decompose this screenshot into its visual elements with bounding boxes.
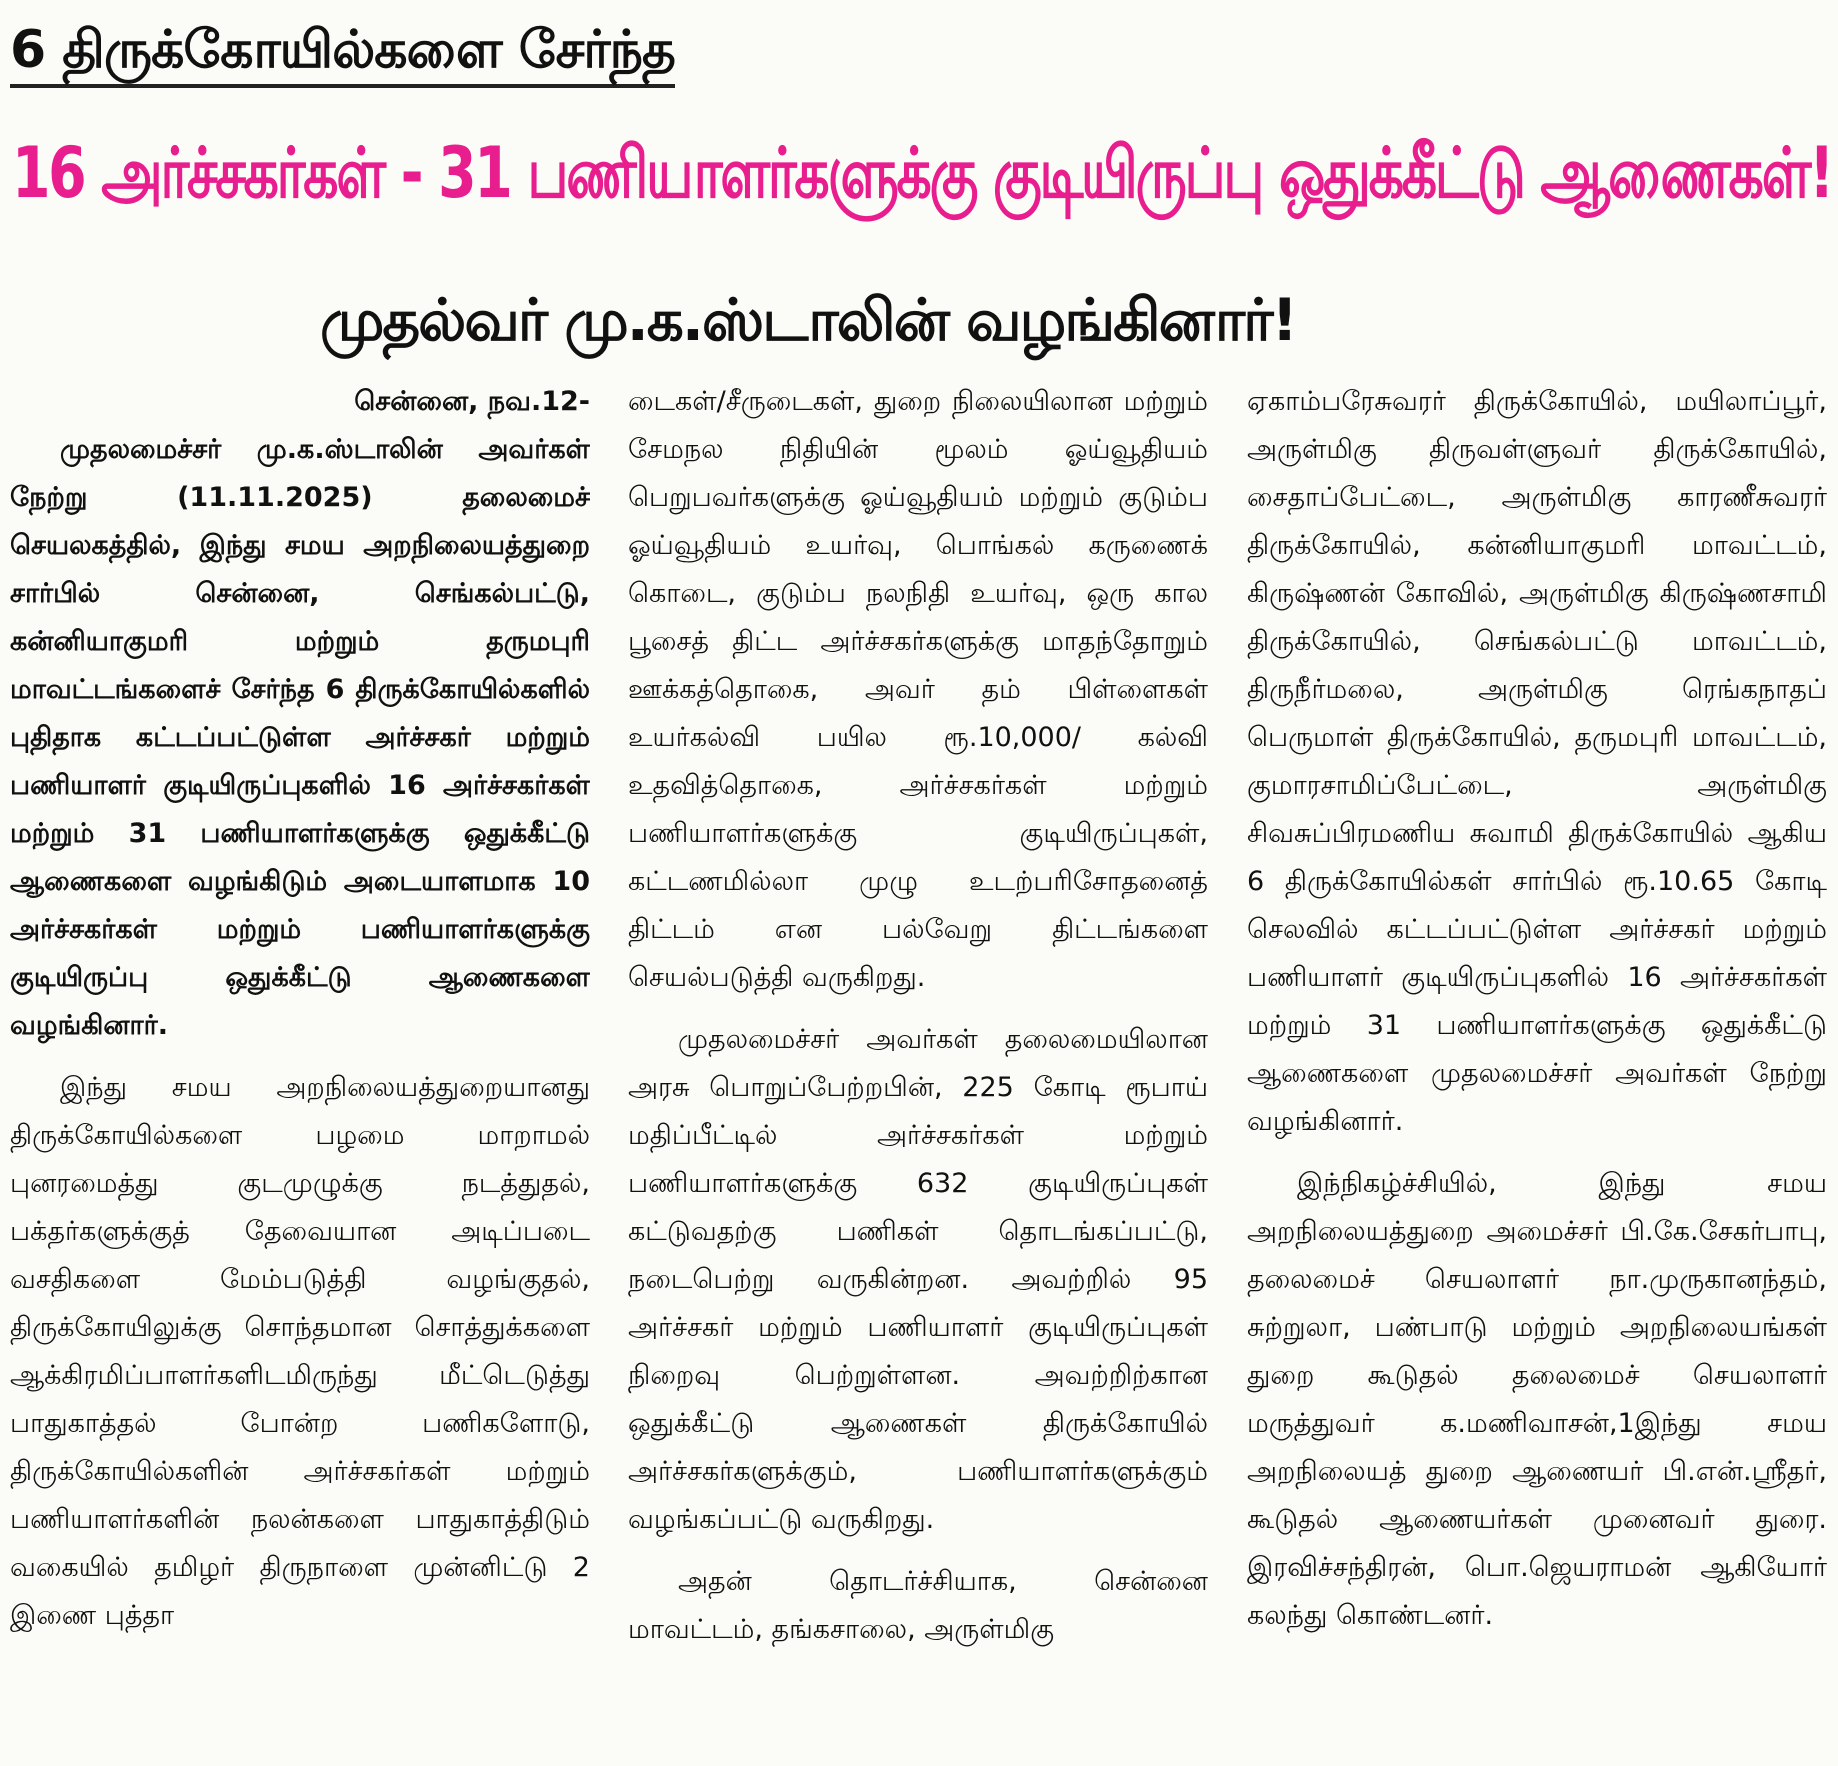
text-column-1: [10, 378, 590, 1758]
dateline: சென்னை, நவ.12-: [354, 386, 590, 417]
body-paragraph: இந்து சமய அறநிலையத்துறையானது திருக்கோயில்களை பழமை மாறாமல் புனரமைத்து குடமுழுக்கு நடத்துதல், பக்தர்களுக்குத் தேவையான அடிப்படை வசதிகளை மேம்படுத்தி வழங்குதல், திருக்கோயிலுக்கு சொந்தமான சொத்துக்களை ஆக்கிரமிப்பாளர்களிடமிருந்து மீட்டெடுத்து பாதுகாத்தல் போன்ற பணிகளோடு, திருக்கோயில்களின் அர்ச்சகர்கள் மற்றும் பணியாளர்களின் நலன்களை பாதுகாத்திடும் வகையில் தமிழர் திருநாளை முன்னிட்டு 2 இணை புத்தா: [10, 1072, 590, 1631]
body-paragraph: அதன் தொடர்ச்சியாக, சென்னை மாவட்டம், தங்கசாலை, அருள்மிகு: [628, 1566, 1208, 1645]
main-headline: 16 அர்ச்சகர்கள் - 31 பணியாளர்களுக்கு குடியிருப்பு ஒதுக்கீட்டு ஆணைகள்!: [12, 132, 1833, 214]
body-paragraph: இந்நிகழ்ச்சியில், இந்து சமய அறநிலையத்துறை அமைச்சர் பி.கே.சேகர்பாபு, தலைமைச் செயலாளர் நா.முருகானந்தம், சுற்றுலா, பண்பாடு மற்றும் அறநிலையங்கள் துறை கூடுதல் தலைமைச் செயலாளர் மருத்துவர் க.மணிவாசன்,1இந்து சமய அறநிலையத் துறை ஆணையர் பி.என்.ஸ்ரீதர், கூடுதல் ஆணையர்கள் முனைவர் துரை. இரவிச்சந்திரன், பொ.ஜெயராமன் ஆகியோர் கலந்து கொண்டனர்.: [1247, 1168, 1827, 1631]
body-paragraph: ஏகாம்பரேசுவரர் திருக்கோயில், மயிலாப்பூர், அருள்மிகு திருவள்ளுவர் திருக்கோயில், சைதாப்பேட்டை, அருள்மிகு காரணீசுவரர் திருக்கோயில், கன்னியாகுமரி மாவட்டம், கிருஷ்ணன் கோவில், அருள்மிகு கிருஷ்ணசாமி திருக்கோயில், செங்கல்பட்டு மாவட்டம், திருநீர்மலை, அருள்மிகு ரெங்கநாதப் பெருமாள் திருக்கோயில், தருமபுரி மாவட்டம், குமாரசாமிப்பேட்டை, அருள்மிகு சிவசுப்பிரமணிய சுவாமி திருக்கோயில் ஆகிய 6 திருக்கோயில்கள் சார்பில் ரூ.10.65 கோடி செலவில் கட்டப்பட்டுள்ள அர்ச்சகர் மற்றும் பணியாளர் குடியிருப்புகளில் 16 அர்ச்சகர்கள் மற்றும் 31 பணியாளர்களுக்கு ஒதுக்கீட்டு ஆணைகளை முதலமைச்சர் அவர்கள் நேற்று வழங்கினார்.: [1247, 386, 1827, 1137]
lead-paragraph: முதலமைச்சர் மு.க.ஸ்டாலின் அவர்கள் நேற்று (11.11.2025) தலைமைச் செயலகத்தில், இந்து சமய அறநிலையத்துறை சார்பில் சென்னை, செங்கல்பட்டு, கன்னியாகுமரி மற்றும் தருமபுரி மாவட்டங்களைச் சேர்ந்த 6 திருக்கோயில்களில் புதிதாக கட்டப்பட்டுள்ள அர்ச்சகர் மற்றும் பணியாளர் குடியிருப்புகளில் 16 அர்ச்சகர்கள் மற்றும் 31 பணியாளர்களுக்கு ஒதுக்கீட்டு ஆணைகளை வழங்கிடும் அடையாளமாக 10 அர்ச்சகர்கள் மற்றும் பணியாளர்களுக்கு குடியிருப்பு ஒதுக்கீட்டு ஆணைகளை வழங்கினார்.: [10, 434, 590, 1041]
text-column-3: [1247, 378, 1827, 1758]
body-paragraph: டைகள்/சீருடைகள், துறை நிலையிலான மற்றும் சேமநல நிதியின் மூலம் ஓய்வூதியம் பெறுபவர்களுக்கு ஓய்வூதியம் மற்றும் குடும்ப ஓய்வூதியம் உயர்வு, பொங்கல் கருணைக் கொடை, குடும்ப நலநிதி உயர்வு, ஒரு கால பூசைத் திட்ட அர்ச்சகர்களுக்கு மாதந்தோறும் ஊக்கத்தொகை, அவர் தம் பிள்ளைகள் உயர்கல்வி பயில ரூ.10,000/ கல்வி உதவித்தொகை, அர்ச்சகர்கள் மற்றும் பணியாளர்களுக்கு குடியிருப்புகள், கட்டணமில்லா முழு உடற்பரிசோதனைத் திட்டம் என பல்வேறு திட்டங்களை செயல்படுத்தி வருகிறது.: [628, 386, 1208, 993]
sub-headline: முதல்வர் மு.க.ஸ்டாலின் வழங்கினார்!: [320, 286, 1296, 354]
kicker-heading: 6 திருக்கோயில்களை சேர்ந்த: [10, 18, 675, 88]
text-column-2: [628, 378, 1208, 1758]
body-paragraph: முதலமைச்சர் அவர்கள் தலைமையிலான அரசு பொறுப்பேற்றபின், 225 கோடி ரூபாய் மதிப்பீட்டில் அர்ச்சகர்கள் மற்றும் பணியாளர்களுக்கு 632 குடியிருப்புகள் கட்டுவதற்கு பணிகள் தொடங்கப்பட்டு, நடைபெற்று வருகின்றன. அவற்றில் 95 அர்ச்சகர் மற்றும் பணியாளர் குடியிருப்புகள் நிறைவு பெற்றுள்ளன. அவற்றிற்கான ஒதுக்கீட்டு ஆணைகள் திருக்கோயில் அர்ச்சகர்களுக்கும், பணியாளர்களுக்கும் வழங்கப்பட்டு வருகிறது.: [628, 1024, 1208, 1535]
